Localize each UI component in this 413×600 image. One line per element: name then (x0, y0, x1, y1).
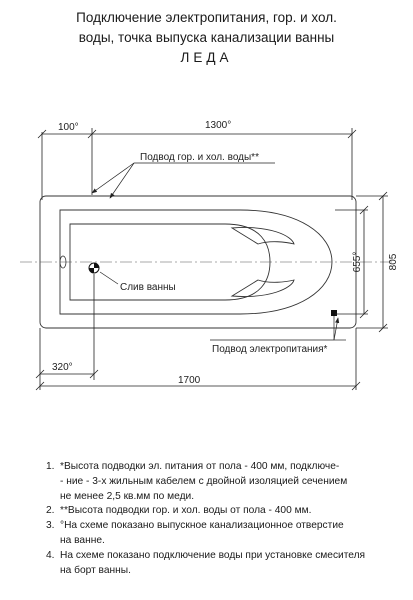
title-line-2: воды, точка выпуска канализации ванны (78, 30, 335, 45)
drain-label: Слив ванны (120, 282, 176, 293)
water-label: Подвод гор. и хол. воды** (140, 152, 259, 163)
dim-top-total: 1300° (205, 120, 232, 131)
dim-bottom-total: 1700 (178, 375, 201, 386)
dim-right-total: 805 (388, 253, 399, 271)
notes-list (46, 460, 391, 578)
drain-icon (89, 263, 99, 273)
note-item: 1. *Высота подводки эл. питания от пола - 400 мм, подключе- - ние - 3-х жильным кабелем с двойной изоляцией сечением не менее 2,5 кв.мм по меди. (46, 461, 348, 502)
top-dimension (38, 128, 356, 200)
power-marker (210, 310, 346, 340)
bottom-dimension (36, 274, 360, 390)
dim-bottom-left: 320° (52, 362, 73, 373)
water-leader (92, 163, 275, 198)
dim-right-inner: 655° (352, 251, 363, 273)
note-item: 2. **Высота подводки гор. и хол. воды от пола - 400 мм. (46, 505, 312, 517)
note-item: 4. На схеме показано подключение воды при установке смесителя на борт ванны. (46, 549, 366, 576)
title-line-1: Подключение электропитания, гор. и хол. (76, 10, 337, 25)
title-line-3: ЛЕДА (180, 50, 233, 65)
dim-top-left: 100° (58, 122, 79, 133)
drain-leader (100, 272, 118, 284)
power-label: Подвод электропитания* (212, 344, 328, 355)
note-item: 3. °На схеме показано выпускное канализационное отверстие на ванне. (46, 520, 344, 546)
